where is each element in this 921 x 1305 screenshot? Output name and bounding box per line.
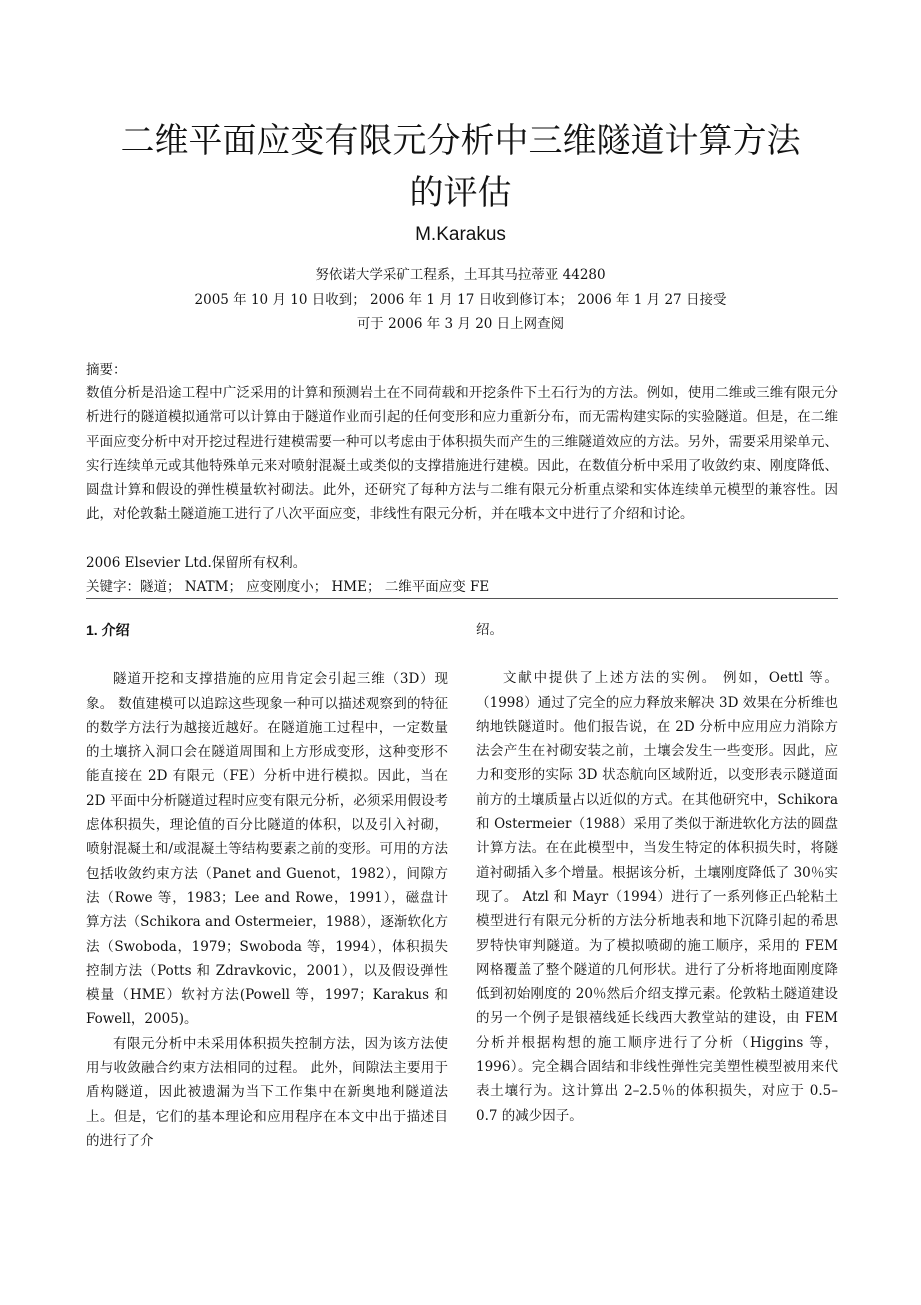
right-column [476, 618, 838, 1128]
paragraph: 有限元分析中未采用体积损失控制方法，因为该方法使用与收敛融合约束方法相同的过程。 此外，间隙法主要用于盾构隧道，因此被遗漏为当下工作集中在新奥地利隧道法上。但是，它们的基本理论和应用程序在本文中出于描述目的进行了介 [86, 1035, 448, 1149]
title-line-2: 的评估 [409, 173, 512, 213]
abstract-label: 摘要： [86, 362, 127, 378]
copyright: 2006 Elsevier Ltd.保留所有权利。 [86, 555, 307, 571]
paper-title [0, 115, 921, 219]
affiliation: 努依诺大学采矿工程系，土耳其马拉蒂亚 44280 [315, 267, 606, 283]
section-heading: 1. 介绍 [86, 622, 130, 638]
keywords: 关键字：隧道； NATM； 应变刚度小； HME； 二维平面应变 FE [86, 579, 490, 595]
paragraph: 隧道开挖和支撑措施的应用肯定会引起三维（3D）现象。 数值建模可以追踪这些现象一种可以描述观察到的特征的数学方法行为越接近越好。在隧道施工过程中，一定数量的土壤挤入洞口会在隧道周围和上方形成变形，这种变形不能直接在 2D 有限元（FE）分析中进行模拟。因此，当在 2D 平面中分析隧道过程时应变有限元分析，必须采用假设考虑体积损失，理论值的百分比隧道的体积，以及引入衬砌，喷射混凝土和/或混凝土等结构要素之前的变形。可用的方法包括收敛约束方法（Panet and Guenot，1982），间隙方法（Rowe 等，1983；Lee and Rowe，1991），磁盘计算方法（Schikora and Ostermeier，1988），逐渐软化方法（Swoboda，1979；Swoboda 等，1994），体积损失控制方法（Potts 和 Zdravkovic，2001），以及假设弹性模量（HME）软衬方法(Powell 等，1997；Karakus 和 Fowell，2005)。 [86, 671, 448, 1028]
left-column [86, 618, 448, 1153]
author: M.Karakus [415, 224, 506, 245]
divider [86, 598, 838, 599]
received-dates: 2005 年 10 月 10 日收到； 2006 年 1 月 17 日收到修订本； 2006 年 1 月 27 日接受 [194, 292, 727, 308]
abstract-text: 数值分析是沿途工程中广泛采用的计算和预测岩土在不同荷载和开挖条件下土石行为的方法。例如，使用二维或三维有限元分析进行的隧道模拟通常可以计算由于隧道作业而引起的任何变形和应力重新分布，而无需构建实际的实验隧道。但是，在二维平面应变分析中对开挖过程进行建模需要一种可以考虑由于体积损失而产生的三维隧道效应的方法。另外，需要采用梁单元、实行连续单元或其他特殊单元来对喷射混凝土或类似的支撑措施进行建模。因此，在数值分析中采用了收敛约束、刚度降低、圆盘计算和假设的弹性模量软衬砌法。此外，还研究了每种方法与二维有限元分析重点梁和实体连续单元模型的兼容性。因此，对伦敦黏土隧道施工进行了八次平面应变，非线性有限元分析，并在哦本文中进行了介绍和讨论。 [86, 385, 838, 523]
title-line-1: 二维平面应变有限元分析中三维隧道计算方法 [120, 121, 801, 161]
online-date: 可于 2006 年 3 月 20 日上网查阅 [356, 316, 565, 332]
paragraph: 文献中提供了上述方法的实例。 例如，Oettl 等。（1998）通过了完全的应力释放来解决 3D 效果在分析维也纳地铁隧道时。他们报告说，在 2D 分析中应用应力消除方法会产生在衬砌安装之前，土壤会发生一些变形。因此，应力和变形的实际 3D 状态航向区域附近，以变形表示隧道面前方的土壤质量占以近似的方式。在其他研究中，Schikora 和 Ostermeier（1988）采用了类似于渐进软化方法的圆盘计算方法。在在此模型中，当发生特定的体积损失时，将隧道衬砌插入多个增量。根据该分析，土壤刚度降低了 30％实现了。 Atzl 和 Mayr（1994）进行了一系列修正凸轮粘土模型进行有限元分析的方法分析地表和地下沉降引起的希思罗特快审判隧道。为了模拟喷砌的施工顺序，采用的 FEM 网格覆盖了整个隧道的几何形状。进行了分析将地面刚度降低到初始刚度的 20％然后介绍支撑元素。伦敦粘土隧道建设的另一个例子是银禧线延长线西大教堂站的建设，由 FEM 分析并根据构想的施工顺序进行了分析（Higgins 等，1996）。完全耦合固结和非线性弹性完美塑性模型被用来代表土壤行为。这计算出 2–2.5％的体积损失，对应于 0.5–0.7 的减少因子。 [476, 670, 838, 1124]
paragraph-continuation: 绍。 [476, 622, 503, 638]
